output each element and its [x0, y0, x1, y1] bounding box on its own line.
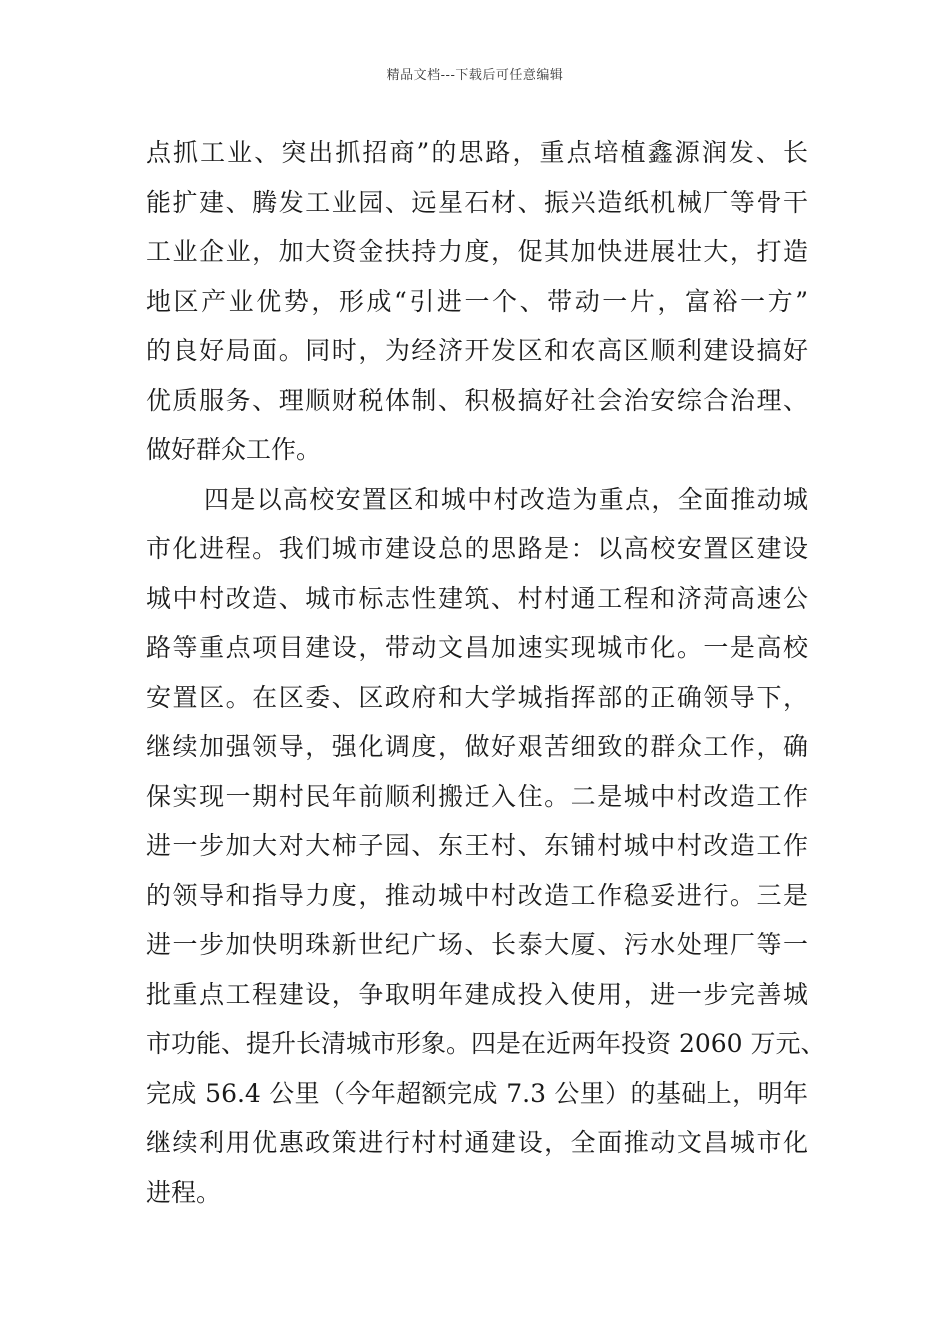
text-line: 批重点工程建设，争取明年建成投入使用，进一步完善城 — [146, 979, 808, 1009]
text-line: 点抓工业、突出抓招商”的思路，重点培植鑫源润发、长 — [146, 138, 808, 167]
text-line: 的领导和指导力度，推动城中村改造工作稳妥进行。三是 — [146, 880, 808, 910]
text-line: 路等重点项目建设，带动文昌加速实现城市化。一是高校 — [146, 633, 808, 662]
text-line-first: 四是以高校安置区和城中村改造为重点，全面推动城 — [204, 484, 808, 514]
paragraph-2 — [146, 475, 826, 1218]
paragraph-1 — [146, 128, 808, 475]
text-line: 继续加强领导，强化调度，做好艰苦细致的群众工作，确 — [146, 732, 808, 761]
text-line: 完成 56.4 公里（今年超额完成 7.3 公里）的基础上，明年 — [146, 1078, 808, 1108]
text-line: 安置区。在区委、区政府和大学城指挥部的正确领导下， — [146, 682, 808, 712]
text-line: 城中村改造、城市标志性建筑、村村通工程和济菏高速公 — [146, 583, 808, 613]
text-line: 能扩建、腾发工业园、远星石材、振兴造纸机械厂等骨干 — [146, 187, 808, 217]
page-header: 精品文档---下载后可任意编辑 — [386, 68, 564, 83]
text-line: 地区产业优势，形成“引进一个、带动一片，富裕一方” — [146, 286, 808, 316]
text-line: 进一步加大对大柿子园、东王村、东铺村城中村改造工作 — [146, 831, 808, 860]
text-line-last: 进程。 — [146, 1177, 222, 1207]
text-line: 优质服务、理顺财税体制、积极搞好社会治安综合治理、 — [146, 385, 808, 415]
text-line: 工业企业，加大资金扶持力度，促其加快进展壮大，打造 — [146, 237, 808, 266]
text-line: 进一步加快明珠新世纪广场、长泰大厦、污水处理厂等一 — [146, 930, 808, 959]
document-body — [146, 128, 826, 1217]
text-line: 保实现一期村民年前顺利搬迁入住。二是城中村改造工作 — [146, 781, 808, 811]
text-line: 市功能、提升长清城市形象。四是在近两年投资 2060 万元、 — [146, 1029, 826, 1058]
text-line-last: 做好群众工作。 — [146, 435, 322, 464]
text-line: 市化进程。我们城市建设总的思路是：以高校安置区建设 — [146, 534, 808, 563]
text-line: 的良好局面。同时，为经济开发区和农高区顺利建设搞好 — [146, 336, 808, 365]
text-line: 继续利用优惠政策进行村村通建设，全面推动文昌城市化 — [146, 1128, 808, 1157]
